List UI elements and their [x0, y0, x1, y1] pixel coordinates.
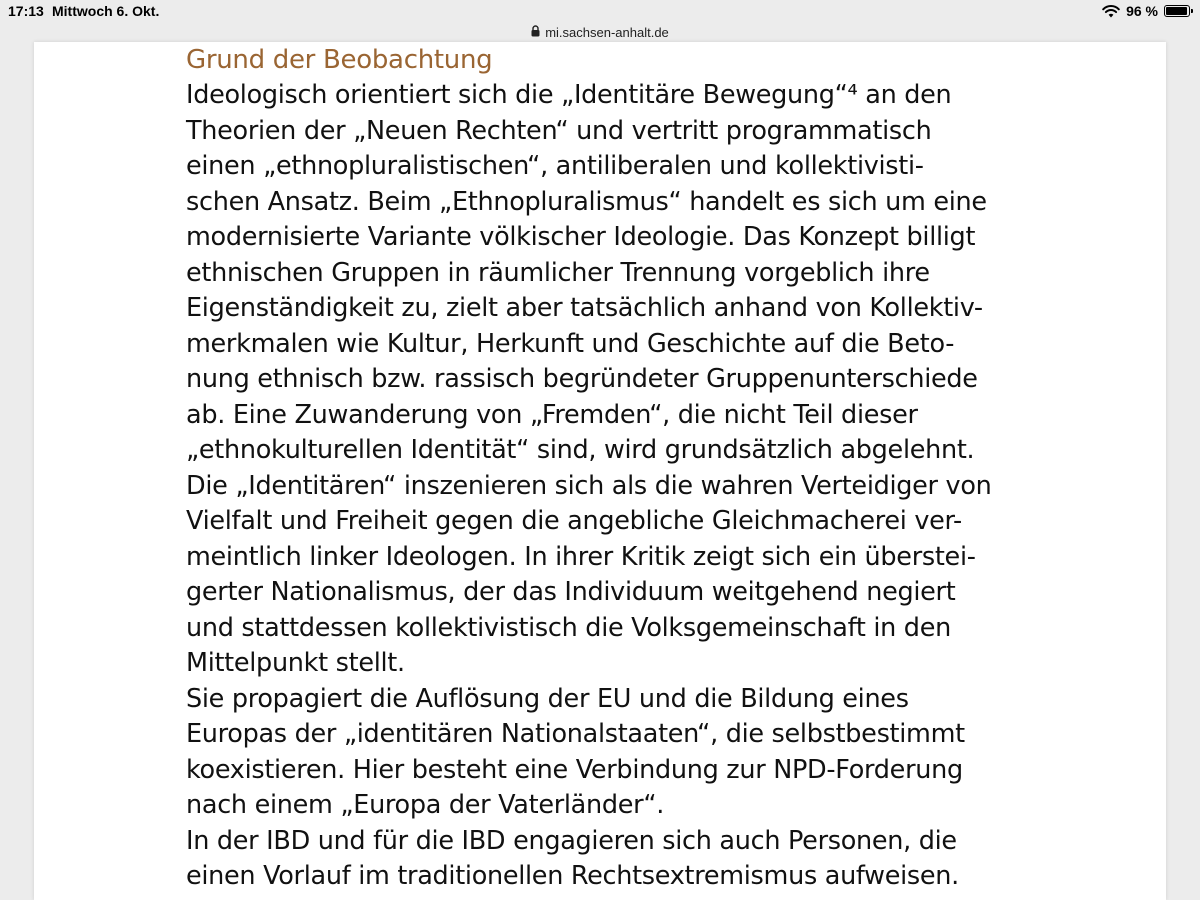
text-line: Die „Identitären“ inszenieren sich als die wahren Verteidiger von — [186, 470, 992, 501]
text-line: Vielfalt und Freiheit gegen die angebliche Gleichmacherei ver- — [186, 506, 962, 536]
status-bar — [0, 0, 1200, 22]
text-line: einen Vorlauf im traditionellen Rechtsextremismus aufweisen. — [186, 861, 959, 891]
text-line: In der IBD und für die IBD engagieren sich auch Personen, die — [186, 825, 957, 856]
text-line: Europas der „identitären Nationalstaaten“, die selbstbestimmt — [186, 719, 965, 749]
status-time: 17:13 — [8, 3, 44, 19]
status-indicators — [1102, 3, 1190, 19]
text-line: nach einem „Europa der Vaterländer“. — [186, 790, 665, 820]
lock-icon — [531, 25, 540, 40]
battery-fill — [1166, 7, 1187, 15]
battery-icon — [1164, 5, 1190, 17]
text-line: ab. Eine Zuwanderung von „Fremden“, die nicht Teil dieser — [186, 399, 918, 430]
text-line: einen „ethnopluralistischen“, antiliberalen und kollektivisti- — [186, 151, 924, 181]
text-line: Mittelpunkt stellt. — [186, 648, 405, 678]
text-line: ethnischen Gruppen in räumlicher Trennung vorgeblich ihre — [186, 257, 930, 288]
text-line: gerter Nationalismus, der das Individuum weitgehend negiert — [186, 577, 956, 607]
text-line: schen Ansatz. Beim „Ethnopluralismus“ handelt es sich um eine — [186, 186, 987, 217]
battery-percent: 96 % — [1126, 3, 1158, 19]
document-page — [34, 42, 1166, 900]
text-line: nung ethnisch bzw. rassisch begründeter Gruppenunterschiede — [186, 364, 978, 394]
text-line: und stattdessen kollektivistisch die Volksgemeinschaft in den — [186, 612, 951, 643]
text-line: Ideologisch orientiert sich die „Identitäre Bewegung“⁴ an den — [186, 80, 952, 110]
text-line: Sie propagiert die Auflösung der EU und die Bildung eines — [186, 683, 909, 714]
body-text — [186, 78, 1026, 895]
document-content — [186, 42, 1026, 895]
text-line: modernisierte Variante völkischer Ideologie. Das Konzept billigt — [186, 222, 976, 252]
text-line: merkmalen wie Kultur, Herkunft und Geschichte auf die Beto- — [186, 328, 955, 359]
text-line: „ethnokulturellen Identität“ sind, wird grundsätzlich abgelehnt. — [186, 435, 975, 465]
section-heading: Grund der Beobachtung — [186, 45, 493, 75]
wifi-icon — [1102, 5, 1120, 18]
text-line: Theorien der „Neuen Rechten“ und vertritt programmatisch — [186, 115, 932, 146]
text-line: meintlich linker Ideologen. In ihrer Kritik zeigt sich ein überstei- — [186, 541, 976, 572]
status-date: Mittwoch 6. Okt. — [52, 3, 160, 19]
address-bar[interactable] — [0, 22, 1200, 42]
text-line: koexistieren. Hier besteht eine Verbindung zur NPD-Forderung — [186, 754, 963, 785]
url-text[interactable]: mi.sachsen-anhalt.de — [545, 24, 669, 40]
text-line: Eigenständigkeit zu, zielt aber tatsächlich anhand von Kollektiv- — [186, 293, 983, 323]
